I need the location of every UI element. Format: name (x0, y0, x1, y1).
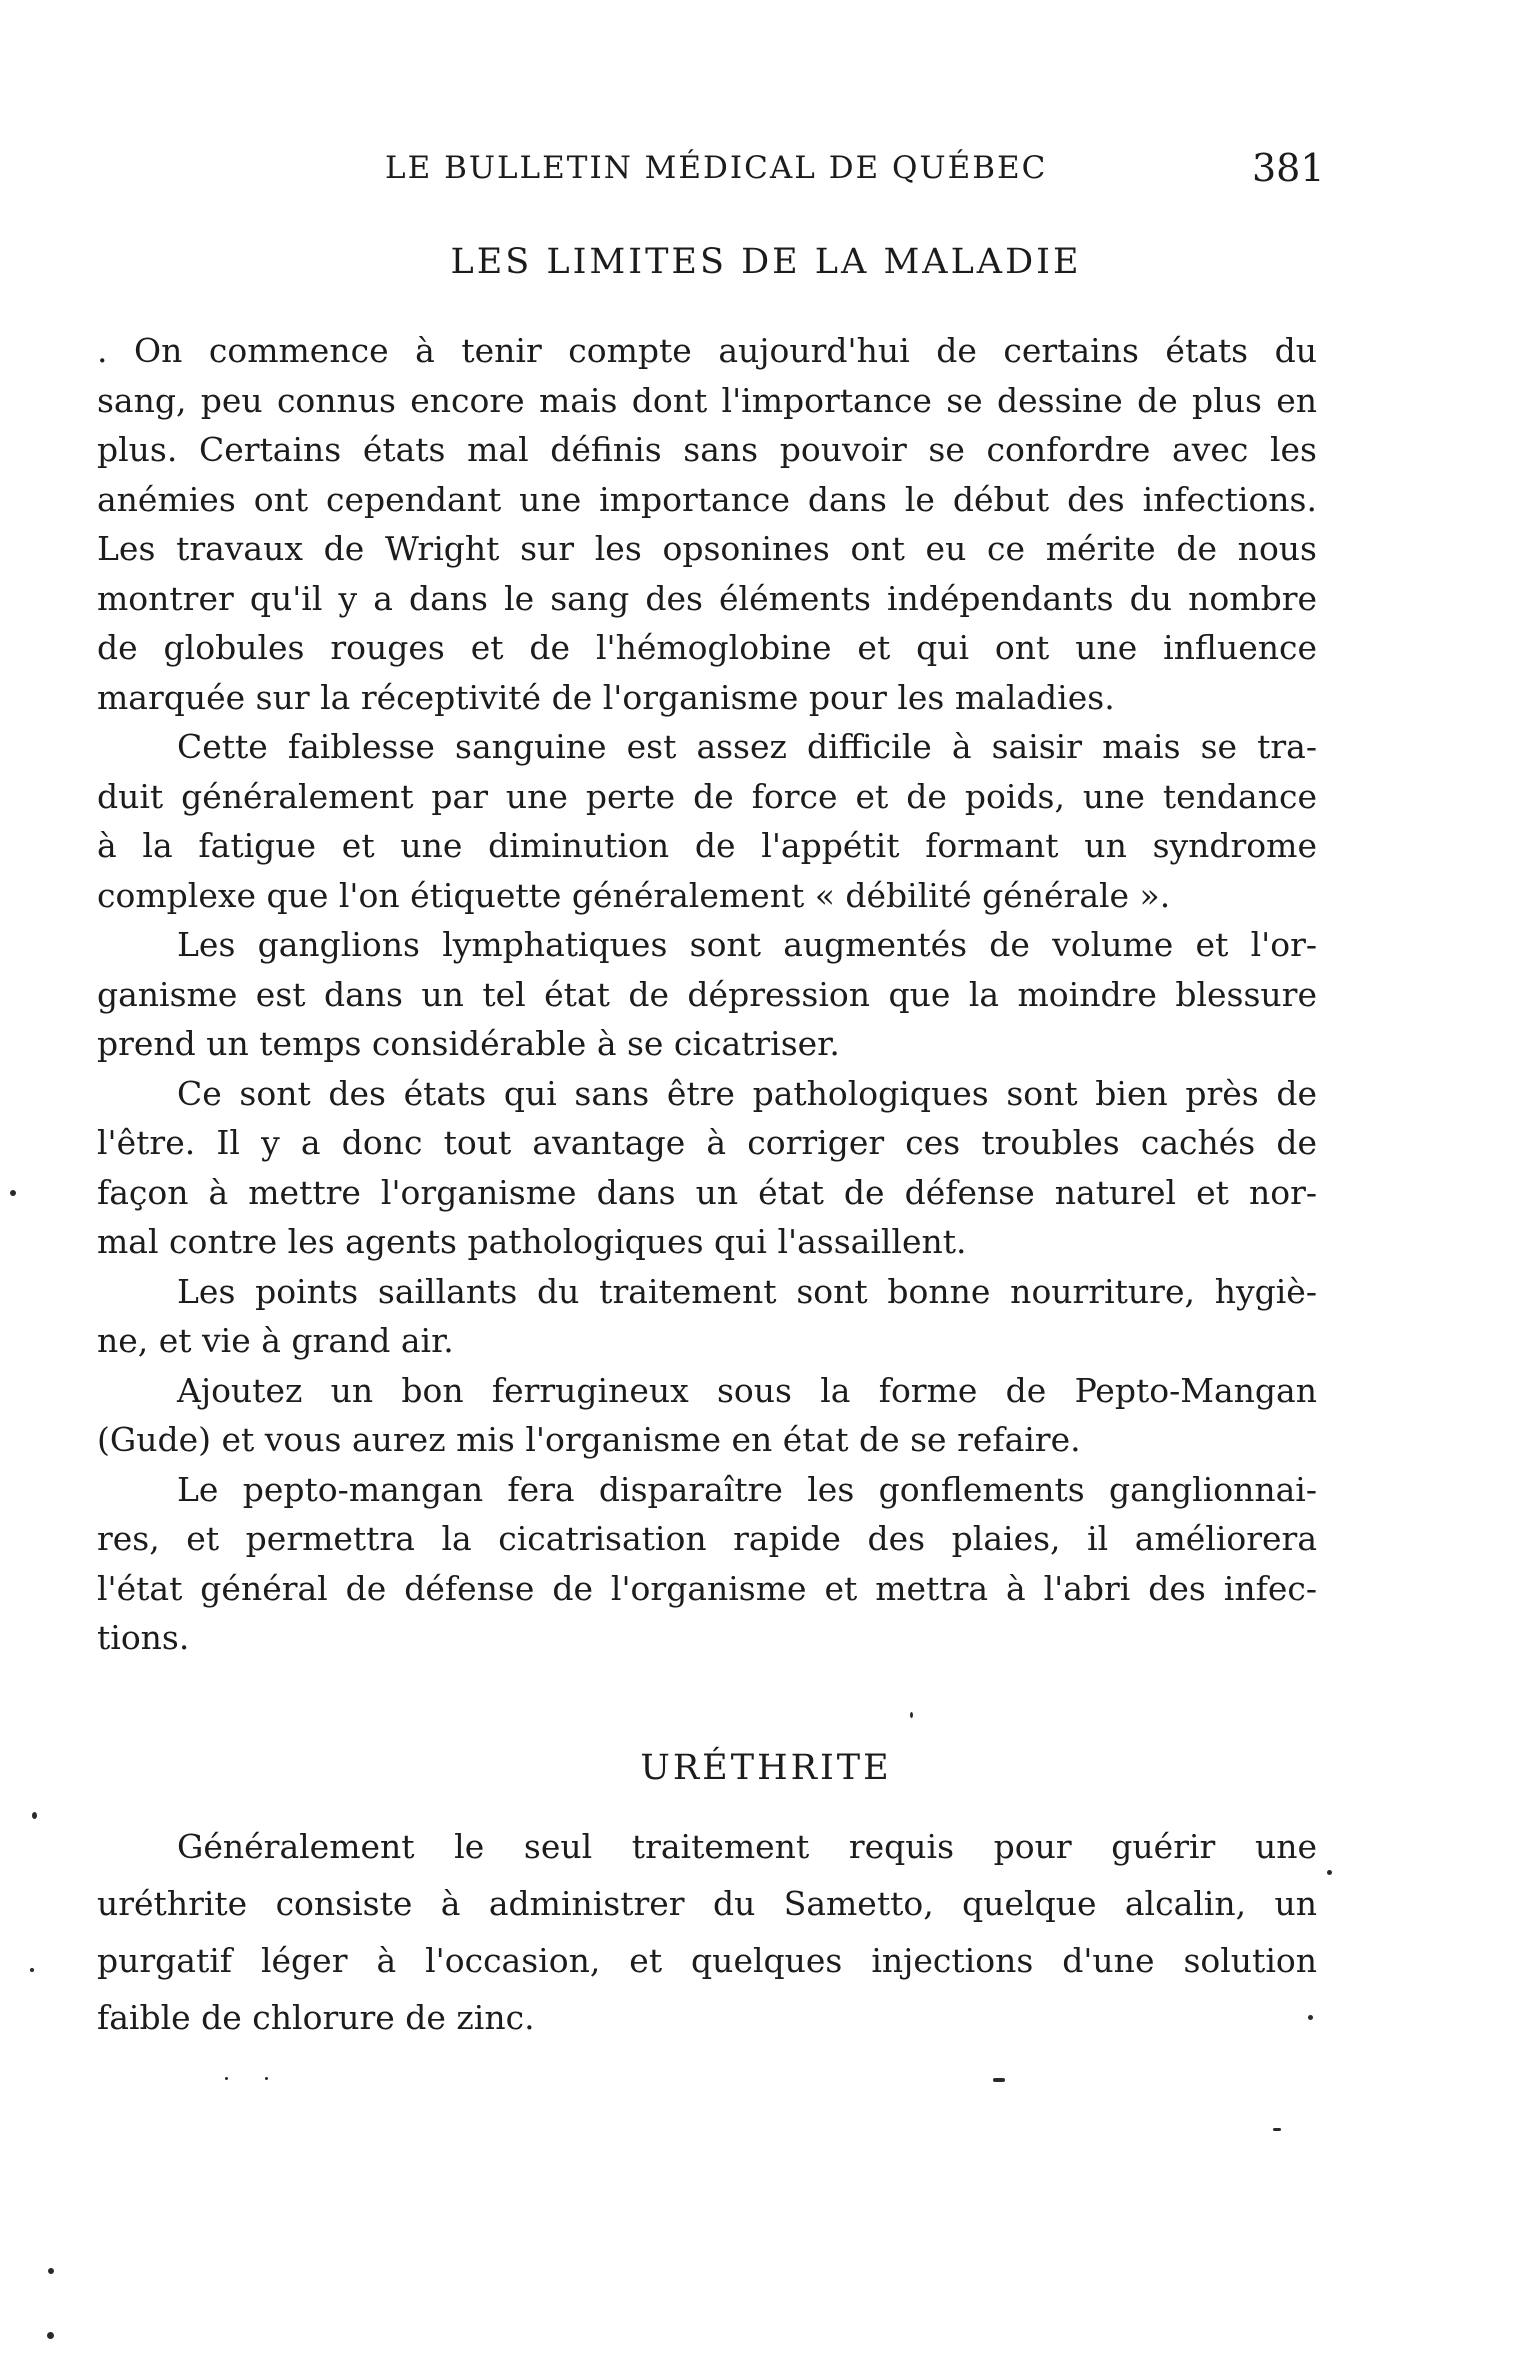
scan-speck (1327, 1870, 1332, 1875)
text-line: Les travaux de Wright sur les opsonines ont eu ce mérite de nous (97, 529, 1317, 568)
article-title: LES LIMITES DE LA MALADIE (450, 242, 1082, 282)
text-line: montrer qu'il y a dans le sang des éléments indépendants du nombre (97, 578, 1317, 618)
text-line: (Gude) et vous aurez mis l'organisme en état de se refaire. (97, 1420, 1081, 1459)
text-line: ganisme est dans un tel état de dépression que la moindre blessure (97, 974, 1317, 1014)
text-line: Les ganglions lymphatiques sont augmentés de volume et l'or- (177, 925, 1317, 964)
text-line: tions. (97, 1618, 190, 1657)
text-line: Les points saillants du traitement sont bonne nourriture, hygiè- (177, 1271, 1317, 1311)
text-line: purgatif léger à l'occasion, et quelques injections d'une solution (97, 1941, 1317, 1980)
article-title: URÉTHRITE (640, 1748, 892, 1788)
text-line: ne, et vie à grand air. (97, 1321, 454, 1360)
article-body (97, 1818, 1317, 2046)
text-line: uréthrite consiste à administrer du Sametto, quelque alcalin, un (97, 1884, 1317, 1923)
text-line: anémies ont cependant une importance dans le début des infections. (97, 479, 1317, 519)
text-line: . On commence à tenir compte aujourd'hui de certains états du (97, 331, 1317, 370)
text-line: Le pepto-mangan fera disparaître les gonflements ganglionnai- (177, 1469, 1317, 1509)
scan-speck (47, 2332, 54, 2339)
text-line: marquée sur la réceptivité de l'organisme pour les maladies. (97, 677, 1115, 717)
running-title: LE BULLETIN MÉDICAL DE QUÉBEC (385, 150, 1048, 186)
scan-speck (993, 2078, 1005, 2082)
text-line: prend un temps considérable à se cicatriser. (97, 1024, 840, 1063)
text-line: l'être. Il y a donc tout avantage à corriger ces troubles cachés de (97, 1123, 1317, 1162)
text-line: Généralement le seul traitement requis pour guérir une (177, 1827, 1317, 1866)
text-line: Ce sont des états qui sans être pathologiques sont bien près de (177, 1073, 1317, 1113)
page-number: 381 (1252, 146, 1325, 190)
text-line: res, et permettra la cicatrisation rapide des plaies, il améliorera (97, 1519, 1317, 1558)
scan-speck (10, 1190, 16, 1196)
text-line: faible de chlorure de zinc. (97, 1998, 535, 2037)
text-line: plus. Certains états mal définis sans pouvoir se confordre avec les (97, 430, 1317, 469)
text-line: à la fatigue et une diminution de l'appétit formant un syndrome (97, 826, 1317, 865)
scan-speck (1308, 2015, 1313, 2020)
text-line: Cette faiblesse sanguine est assez difficile à saisir mais se tra- (177, 727, 1317, 766)
scan-speck (30, 1968, 34, 1972)
article-body (97, 326, 1317, 1663)
text-line: complexe que l'on étiquette généralement « débilité générale ». (97, 875, 1171, 915)
text-line: façon à mettre l'organisme dans un état de défense naturel et nor- (97, 1172, 1317, 1212)
scan-speck (48, 2268, 54, 2274)
scan-speck (1273, 2128, 1281, 2131)
text-line: l'état général de défense de l'organisme et mettra à l'abri des infec- (97, 1568, 1317, 1608)
scan-speck (265, 2077, 268, 2080)
text-line: de globules rouges et de l'hémoglobine et qui ont une influence (97, 628, 1317, 667)
scan-speck (910, 1712, 913, 1718)
scan-speck (32, 1812, 37, 1819)
text-line: sang, peu connus encore mais dont l'importance se dessine de plus en (97, 380, 1317, 420)
scan-speck (225, 2077, 228, 2080)
text-line: mal contre les agents pathologiques qui l'assaillent. (97, 1222, 967, 1261)
text-line: duit généralement par une perte de force et de poids, une tendance (97, 776, 1317, 816)
text-line: Ajoutez un bon ferrugineux sous la forme de Pepto-Mangan (177, 1370, 1317, 1410)
